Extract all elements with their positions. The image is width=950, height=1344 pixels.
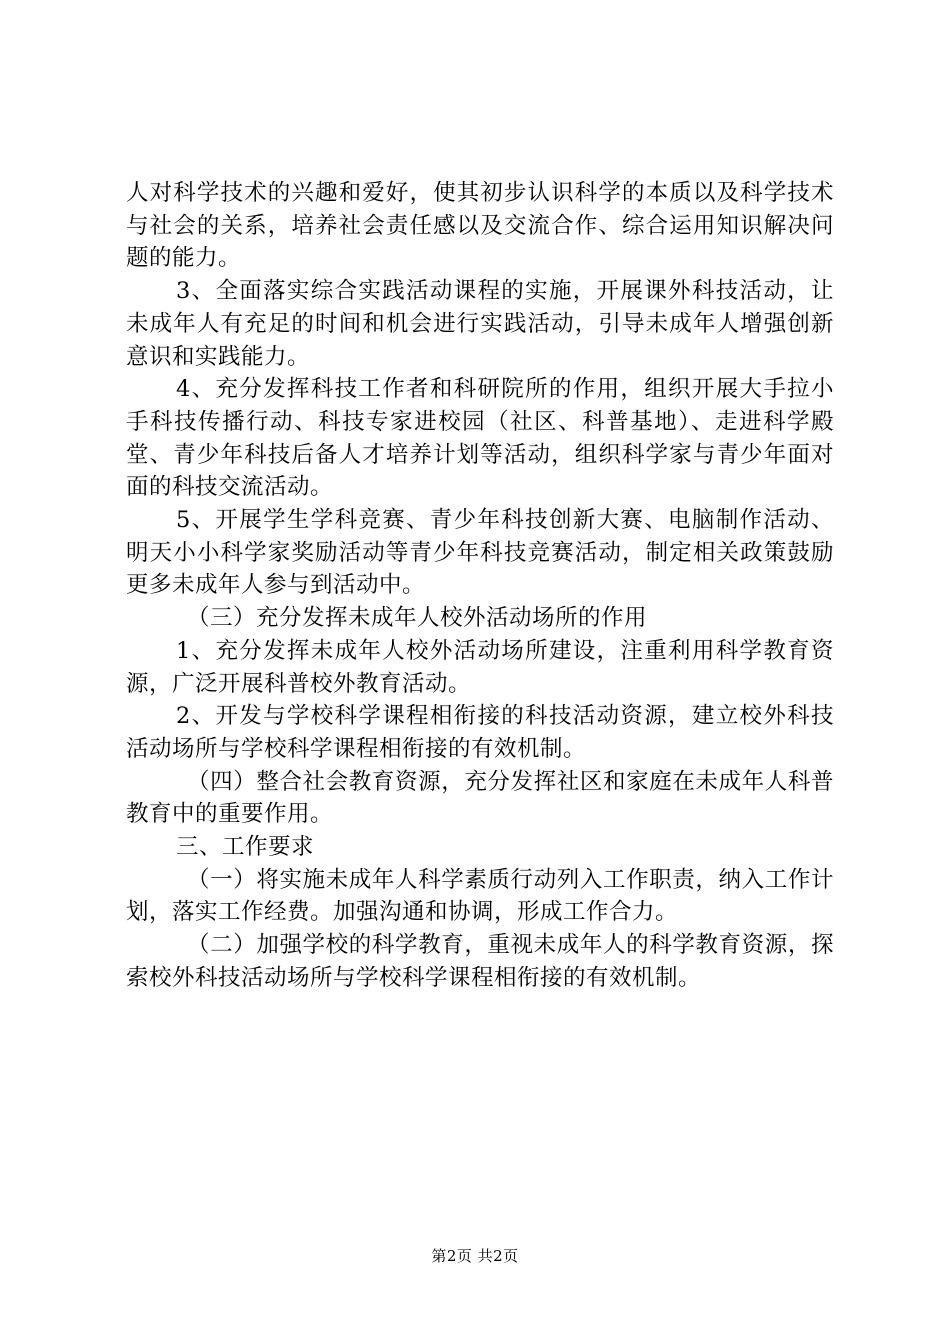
page-number-label: 第2页 共2页 xyxy=(431,1247,519,1265)
section-heading-4: （四）整合社会教育资源，充分发挥社区和家庭在未成年人科普教育中的重要作用。 xyxy=(126,768,834,828)
requirement-item-2: （二）加强学校的科学教育，重视未成年人的科学教育资源，探索校外科技活动场所与学校科学课程相衔接的有效机制。 xyxy=(126,932,834,991)
paragraph-item-4: 4、充分发挥科技工作者和科研院所的作用，组织开展大手拉小手科技传播行动、科技专家进校园（社区、科普基地）、走进科学殿堂、青少年科技后备人才培养计划等活动，组织科学家与青少年面对面的科技交流活动。 xyxy=(126,376,834,501)
paragraph-continued: 人对科学技术的兴趣和爱好，使其初步认识科学的本质以及科学技术与社会的关系，培养社会责任感以及交流合作、综合运用知识解决问题的能力。 xyxy=(126,180,834,272)
section-heading-3: （三）充分发挥未成年人校外活动场所的作用 xyxy=(187,605,648,632)
paragraph-item-1: 1、充分发挥未成年人校外活动场所建设，注重利用科学教育资源，广泛开展科普校外教育活动。 xyxy=(126,637,834,697)
document-body xyxy=(126,177,834,995)
chapter-heading-work-requirements: 三、工作要求 xyxy=(176,834,315,861)
paragraph-item-2: 2、开发与学校科学课程相衔接的科技活动资源，建立校外科技活动场所与学校科学课程相衔接的有效机制。 xyxy=(126,703,834,762)
paragraph-item-5: 5、开展学生学科竞赛、青少年科技创新大赛、电脑制作活动、明天小小科学家奖励活动等青少年科技竞赛活动，制定相关政策鼓励更多未成年人参与到活动中。 xyxy=(126,507,834,599)
page-footer xyxy=(0,1246,950,1266)
paragraph-item-3: 3、全面落实综合实践活动课程的实施，开展课外科技活动，让未成年人有充足的时间和机会进行实践活动，引导未成年人增强创新意识和实践能力。 xyxy=(126,278,834,370)
requirement-item-1: （一）将实施未成年人科学素质行动列入工作职责，纳入工作计划，落实工作经费。加强沟通和协调，形成工作合力。 xyxy=(126,866,834,926)
